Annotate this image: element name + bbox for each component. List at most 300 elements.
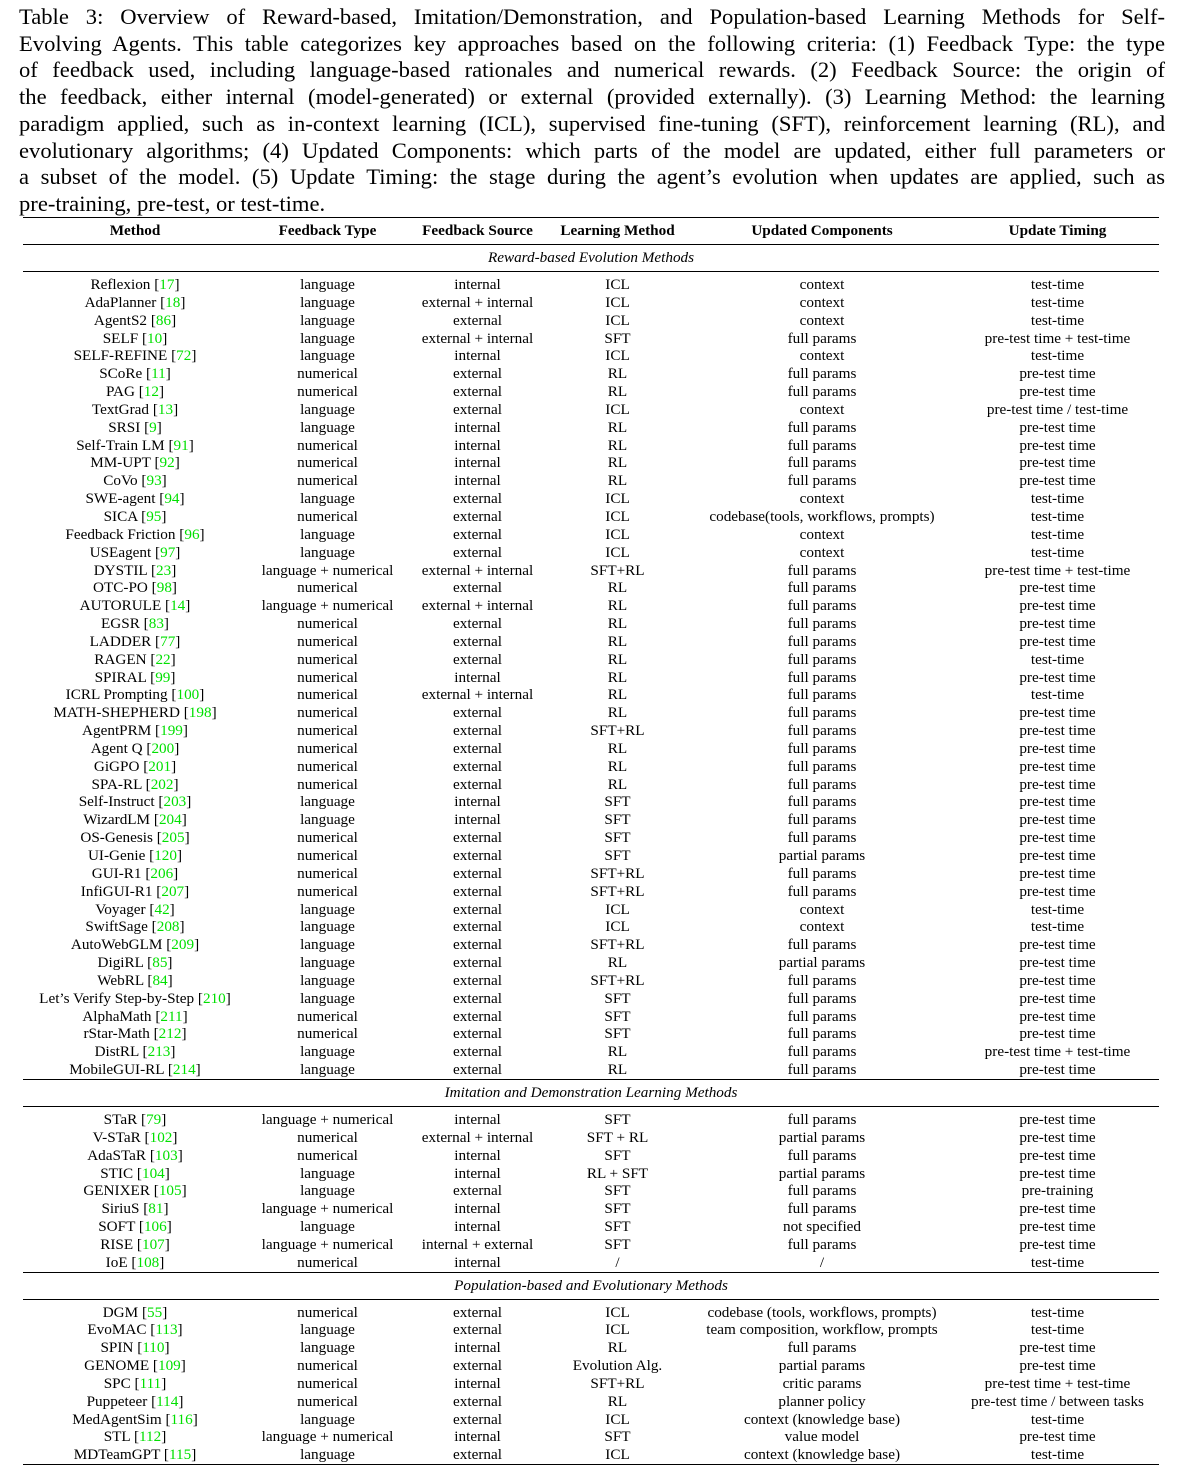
learning-method-cell: ICL [605,525,630,543]
update-timing-cell: pre-test time [1019,704,1096,722]
citation-link[interactable]: 84 [152,971,168,989]
feedback-source-cell: external [453,383,502,401]
citation-link[interactable]: 206 [150,864,174,882]
citation-link[interactable]: 93 [146,472,162,490]
method-name: Agent Q [90,739,143,757]
table-caption [19,4,1165,218]
updated-components-cell: team composition, workflow, prompts [706,1321,938,1339]
feedback-source-cell: external [453,1303,502,1321]
table-row [23,437,1159,455]
table-row [23,722,1159,740]
method-cell: Self-Instruct [203] [78,793,192,811]
method-cell: DistRL [213] [94,1043,176,1061]
citation-link[interactable]: 115 [168,1446,192,1464]
feedback-type-cell: numerical [297,579,358,597]
method-cell: SiriuS [81] [101,1200,169,1218]
method-cell: MobileGUI-RL [214] [69,1061,201,1079]
citation-link[interactable]: 85 [152,954,168,972]
method-name: GENIXER [83,1182,150,1200]
feedback-source-cell: external [453,507,502,525]
update-timing-cell: pre-test time [1019,775,1096,793]
learning-method-cell: ICL [605,543,630,561]
feedback-type-cell: language [300,793,355,811]
citation-link[interactable]: 111 [139,1374,162,1392]
method-name: STL [103,1428,131,1446]
feedback-type-cell: language [300,971,355,989]
feedback-type-cell: numerical [297,1357,358,1375]
update-timing-cell: pre-test time [1019,811,1096,829]
method-name: V-STaR [92,1128,141,1146]
feedback-type-cell: language [300,811,355,829]
citation-link[interactable]: 203 [163,793,187,811]
update-timing-cell: pre-test time + test-time [984,1043,1131,1061]
feedback-source-cell: external [453,722,502,740]
citation-link[interactable]: 202 [150,775,174,793]
feedback-source-cell: external [453,1025,502,1043]
feedback-type-cell: language [300,1339,355,1357]
update-timing-cell: test-time [1030,311,1085,329]
citation-link[interactable]: 13 [157,400,174,418]
citation-link[interactable]: 112 [139,1428,162,1446]
method-cell: SELF [10] [102,329,168,347]
caption-line: paradigm applied, such as in-context learning (ICL), supervised fine-tuning (SFT), reinforcement learning (RL), and [19,110,1165,136]
citation-link[interactable]: 204 [158,811,182,829]
citation-link[interactable]: 10 [147,329,163,347]
update-timing-cell: pre-test time [1019,1218,1096,1236]
learning-method-cell: SFT [604,1007,631,1025]
feedback-type-cell: language [300,1321,355,1339]
learning-method-cell: SFT [604,329,631,347]
table-row [23,615,1159,633]
learning-method-cell: SFT+RL [590,722,645,740]
update-timing-cell: pre-test time + test-time [984,561,1131,579]
feedback-source-cell: internal [454,436,501,454]
learning-method-cell: ICL [605,1303,630,1321]
update-timing-cell: pre-test time [1019,722,1096,740]
learning-method-cell: RL [607,615,628,633]
learning-method-cell: RL + SFT [586,1164,649,1182]
header-row [23,218,1159,245]
method-name: rStar-Math [83,1025,150,1043]
citation-link[interactable]: 201 [148,757,172,775]
section-header-row [23,1079,1159,1106]
table-row [23,901,1159,919]
citation-link[interactable]: 23 [156,561,172,579]
method-cell: MDTeamGPT [115] [23,1446,247,1464]
feedback-type-cell: language [300,1164,355,1182]
method-cell: Reflexion [17] [90,276,180,293]
feedback-type-cell: language [300,329,355,347]
updated-components-cell: context [799,347,845,365]
citation-link[interactable]: 207 [161,882,185,900]
method-cell: AgentS2 [86] [93,311,177,329]
table-row [23,1129,1159,1147]
method-cell: SPIRAL [99] [94,668,176,686]
updated-components-cell: full params [787,579,857,597]
update-timing-cell: pre-test time [1019,1339,1096,1357]
table-row [23,1339,1159,1357]
learning-method-cell: RL [607,579,628,597]
method-name: OTC-PO [93,579,148,597]
method-cell: MedAgentSim [116] [72,1410,198,1428]
method-name: Voyager [95,900,146,918]
feedback-source-cell: external [453,847,502,864]
table-row [23,686,1159,704]
update-timing-cell: pre-test time [1019,383,1096,401]
learning-method-cell: ICL [605,276,630,293]
method-cell: SPIN [110] [100,1339,170,1357]
updated-components-cell: full params [787,632,857,650]
update-timing-cell: pre-test time [1019,1428,1096,1446]
learning-method-cell: RL [607,704,628,722]
method-name: AlphaMath [82,1007,152,1025]
updated-components-cell: full params [787,989,857,1007]
citation-link[interactable]: 17 [159,276,175,293]
feedback-source-cell: external [453,579,502,597]
learning-method-cell: RL [607,668,628,686]
citation-link[interactable]: 116 [170,1410,193,1428]
method-name: CoVo [103,472,138,490]
citation-link[interactable]: 14 [170,597,186,615]
feedback-type-cell: numerical [297,632,358,650]
citation-link[interactable]: 9 [149,418,157,436]
learning-method-cell: ICL [605,900,630,918]
method-cell: SWE-agent [94] [85,490,185,508]
table-row [23,1357,1159,1375]
citation-link[interactable]: 98 [156,579,172,597]
feedback-source-cell: external [453,1357,502,1375]
table-row [23,1111,1159,1129]
method-cell: DigiRL [85] [97,954,173,972]
update-timing-cell: test-time [1030,490,1085,508]
feedback-source-cell: external [453,1321,502,1339]
feedback-source-cell: internal [454,1253,501,1271]
method-cell: Self-Train LM [91] [76,436,194,454]
update-timing-cell: pre-test time [1019,829,1096,847]
updated-components-cell: planner policy [778,1392,866,1410]
citation-link[interactable]: 210 [202,989,226,1007]
learning-method-cell: RL [607,650,628,668]
method-name: GiGPO [93,757,140,775]
method-cell: GENIXER [105] [83,1182,187,1200]
citation-link[interactable]: 97 [160,543,176,561]
update-timing-cell: pre-test time [1019,668,1096,686]
updated-components-cell: full params [787,1110,857,1128]
updated-components-cell: context [799,918,845,936]
updated-components-cell: full params [787,971,857,989]
learning-method-cell: SFT+RL [590,1374,645,1392]
learning-method-cell: RL [607,454,628,472]
updated-components-cell: / [819,1253,825,1271]
feedback-type-cell: numerical [297,882,358,900]
feedback-source-cell: external [453,757,502,775]
table-row [23,1008,1159,1026]
method-name: IoE [105,1253,128,1271]
updated-components-cell: partial params [778,1164,866,1182]
table-row [23,883,1159,901]
citation-link[interactable]: 209 [171,936,195,954]
updated-components-cell: context [799,543,845,561]
updated-components-cell: not specified [782,1218,862,1236]
feedback-source-cell: external + internal [421,329,534,347]
update-timing-cell: pre-test time [1019,1007,1096,1025]
method-cell: AdaSTaR [103] [87,1146,183,1164]
table-row [23,597,1159,615]
feedback-source-cell: internal [454,668,501,686]
method-name: STaR [103,1110,138,1128]
updated-components-cell: full params [787,1025,857,1043]
learning-method-cell: SFT [604,793,631,811]
learning-method-cell: RL [607,1339,628,1357]
updated-components-cell: full params [787,1043,857,1061]
citation-link[interactable]: 11 [151,365,166,383]
citation-link[interactable]: 106 [143,1218,167,1236]
method-cell: LADDER [77] [89,632,181,650]
update-timing-cell: pre-test time [1019,1110,1096,1128]
citation-link[interactable]: 110 [142,1339,165,1357]
update-timing-cell: test-time [1030,1303,1085,1321]
table-row [23,1428,1159,1446]
feedback-type-cell: language [300,954,355,972]
citation-link[interactable]: 103 [154,1146,178,1164]
feedback-source-cell: internal [454,811,501,829]
table-row [23,1304,1159,1322]
method-cell: STL [112] [103,1428,167,1446]
method-name: WebRL [97,971,144,989]
method-name: WizardLM [83,811,151,829]
method-name: RAGEN [94,650,147,668]
method-name: USEagent [89,543,152,561]
learning-method-cell: RL [607,436,628,454]
table-row [23,865,1159,883]
citation-link[interactable]: 86 [155,311,172,329]
method-name: PAG [105,383,135,401]
method-name: Puppeteer [86,1392,148,1410]
citation-link[interactable]: 79 [146,1110,162,1128]
feedback-type-cell: language [247,1446,408,1464]
citation-link[interactable]: 92 [159,454,175,472]
updated-components-cell: full params [787,615,857,633]
citation-link[interactable]: 96 [184,525,200,543]
feedback-type-cell: language [300,1043,355,1061]
learning-method-cell: SFT [604,829,631,847]
learning-method-cell: ICL [605,1321,630,1339]
update-timing-cell: pre-test time [1019,739,1096,757]
citation-link[interactable]: 107 [141,1235,165,1253]
method-name: AUTORULE [79,597,162,615]
method-name: AdaPlanner [84,293,157,311]
feedback-type-cell: numerical [297,650,358,668]
citation-link[interactable]: 214 [172,1061,196,1079]
citation-link[interactable]: 105 [158,1182,182,1200]
method-name: EGSR [101,615,140,633]
citation-link[interactable]: 95 [146,507,162,525]
updated-components-cell: full params [787,722,857,740]
feedback-source-cell: internal + external [421,1235,534,1253]
citation-link[interactable]: 102 [149,1128,173,1146]
feedback-type-cell: language [300,347,355,365]
column-header-updated-components: Updated Components [688,218,956,245]
learning-method-cell: RL [607,686,628,704]
method-name: MDTeamGPT [73,1446,161,1464]
method-cell: SPC [111] [103,1374,167,1392]
method-name: LADDER [89,632,152,650]
update-timing-cell: pre-test time [1019,1235,1096,1253]
table-row [23,1200,1159,1218]
learning-method-cell: SFT [604,1428,631,1446]
updated-components-cell: full params [787,1200,857,1218]
update-timing-cell: pre-test time [1019,847,1096,864]
method-name: AdaSTaR [87,1146,147,1164]
section-title: Imitation and Demonstration Learning Methods [23,1079,1159,1106]
citation-link[interactable]: 12 [143,383,159,401]
update-timing-cell: test-time [1030,543,1085,561]
citation-link[interactable]: 114 [156,1392,179,1410]
feedback-type-cell: numerical [297,436,358,454]
column-header-method: Method [23,218,247,245]
citation-link[interactable]: 42 [154,900,170,918]
learning-method-cell: SFT [604,1218,631,1236]
feedback-type-cell: language [300,311,355,329]
updated-components-cell: full params [787,383,857,401]
feedback-type-cell: numerical [297,615,358,633]
learning-method-cell: / [615,1253,620,1271]
updated-components-cell: full params [787,329,857,347]
citation-link[interactable]: 104 [141,1164,165,1182]
citation-link[interactable]: 213 [147,1043,171,1061]
updated-components-cell: full params [787,704,857,722]
table-row [23,526,1159,544]
citation-link[interactable]: 205 [161,829,185,847]
update-timing-cell: test-time [1030,1321,1085,1339]
method-name: MATH-SHEPHERD [53,704,180,722]
citation-link[interactable]: 99 [155,668,171,686]
citation-link[interactable]: 81 [148,1200,164,1218]
citation-link[interactable]: 108 [136,1253,160,1271]
feedback-source-cell: external [453,650,502,668]
update-timing-cell: test-time [1030,293,1085,311]
citation-link[interactable]: 120 [154,847,177,864]
learning-method-cell: RL [607,472,628,490]
update-timing-cell: pre-test time [1019,864,1096,882]
method-cell: CoVo [93] [103,472,167,490]
feedback-type-cell: numerical [297,1128,358,1146]
feedback-type-cell: language [300,900,355,918]
feedback-type-cell: language [300,400,355,418]
citation-link[interactable]: 77 [160,632,176,650]
update-timing-cell: pre-test time [1019,579,1096,597]
learning-method-cell: RL [607,1043,628,1061]
feedback-type-cell: language [300,936,355,954]
feedback-type-cell: language [300,1410,355,1428]
feedback-source-cell: external [453,365,502,383]
citation-link[interactable]: 91 [173,436,189,454]
citation-link[interactable]: 208 [156,918,180,936]
update-timing-cell: test-time [956,1446,1159,1464]
method-cell: SwiftSage [208] [85,918,185,936]
feedback-source-cell: external [453,1410,502,1428]
update-timing-cell: pre-test time [1019,757,1096,775]
feedback-source-cell: external [453,1007,502,1025]
learning-method-cell: SFT [604,1146,631,1164]
feedback-type-cell: numerical [297,1025,358,1043]
learning-method-cell: SFT [604,811,631,829]
feedback-source-cell: external [453,615,502,633]
citation-link[interactable]: 100 [176,686,200,704]
citation-link[interactable]: 22 [155,650,171,668]
table-row [23,1236,1159,1254]
update-timing-cell: pre-test time [1019,954,1096,972]
citation-link[interactable]: 113 [155,1321,178,1339]
update-timing-cell: pre-test time [1019,454,1096,472]
table-row [23,651,1159,669]
update-timing-cell: pre-test time [1019,436,1096,454]
learning-method-cell: RL [607,775,628,793]
citation-link[interactable]: 109 [157,1357,181,1375]
updated-components-cell: context [799,276,845,293]
method-name: AgentS2 [93,311,148,329]
citation-link[interactable]: 199 [160,722,183,740]
method-cell: SICA [95] [103,507,167,525]
feedback-source-cell: internal [454,1146,501,1164]
table-row [23,330,1159,348]
citation-link[interactable]: 94 [164,490,180,508]
citation-link[interactable]: 18 [165,293,181,311]
table-row [23,990,1159,1008]
method-name: GENOME [84,1357,150,1375]
updated-components-cell: full params [787,436,857,454]
method-cell: AUTORULE [14] [79,597,191,615]
table-row [23,1375,1159,1393]
method-name: DYSTIL [93,561,148,579]
method-name: SWE-agent [85,490,156,508]
feedback-source-cell: internal [454,1428,501,1446]
citation-link[interactable]: 200 [151,739,175,757]
learning-method-cell: RL [607,597,628,615]
updated-components-cell: context [799,525,845,543]
table-row [23,1254,1159,1272]
citation-link[interactable]: 198 [188,704,212,722]
updated-components-cell: context [799,490,845,508]
method-cell: WebRL [84] [97,971,173,989]
feedback-type-cell: language [300,989,355,1007]
learning-method-cell: ICL [605,400,630,418]
learning-method-cell: ICL [605,490,630,508]
method-name: MM-UPT [90,454,151,472]
citation-link[interactable]: 211 [160,1007,183,1025]
update-timing-cell: pre-test time [1019,1146,1096,1164]
feedback-source-cell: external + internal [421,597,534,615]
citation-link[interactable]: 55 [147,1303,163,1321]
table-row [23,1165,1159,1183]
update-timing-cell: pre-test time + test-time [984,329,1131,347]
updated-components-cell: full params [787,668,857,686]
learning-method-cell: ICL [605,347,630,365]
update-timing-cell: pre-test time [1019,1025,1096,1043]
feedback-type-cell: numerical [297,847,358,864]
citation-link[interactable]: 83 [148,615,164,633]
citation-link[interactable]: 72 [176,347,192,365]
updated-components-cell: full params [787,418,857,436]
feedback-source-cell: external [453,918,502,936]
feedback-source-cell: internal [454,1110,501,1128]
section-title: Reward-based Evolution Methods [23,245,1159,272]
method-cell: GENOME [109] [84,1357,186,1375]
caption-line: pre-training, pre-test, or test-time. [19,190,326,216]
feedback-type-cell: numerical [297,722,358,740]
citation-link[interactable]: 212 [158,1025,182,1043]
update-timing-cell: pre-test time [1019,936,1096,954]
